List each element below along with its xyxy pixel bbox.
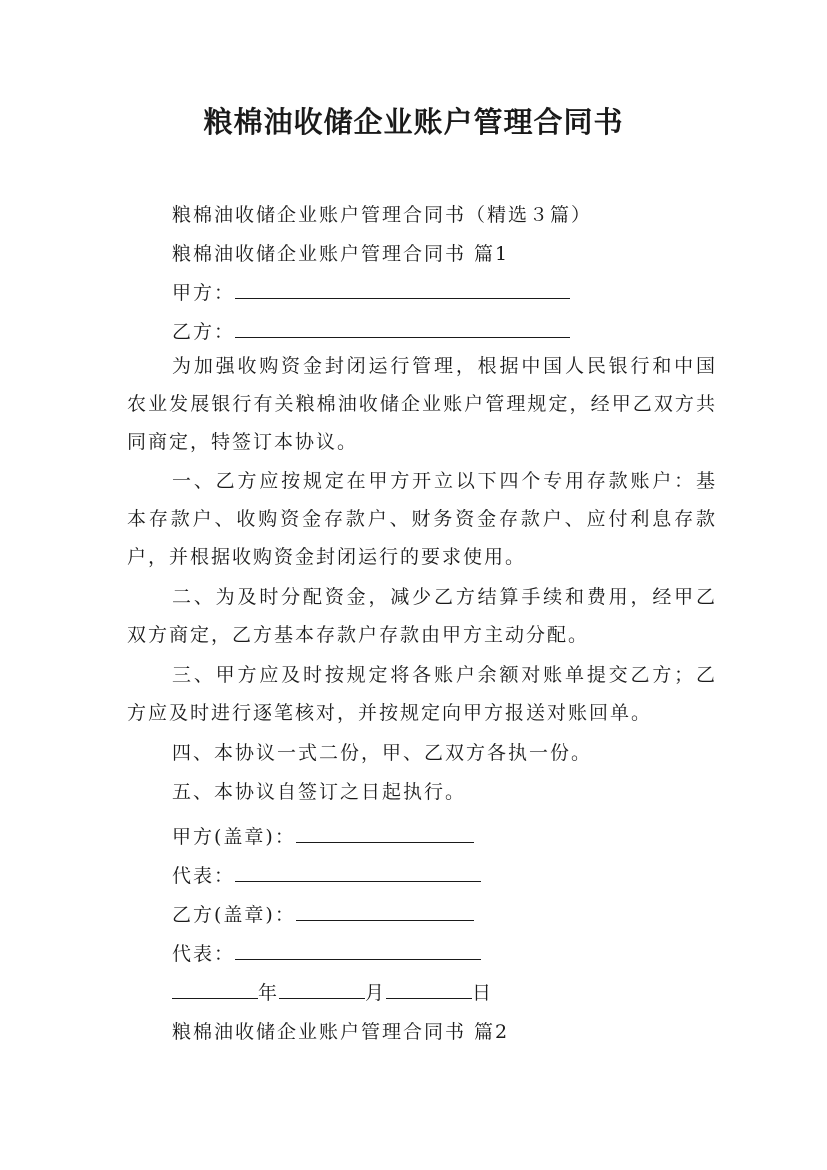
party-b-blank bbox=[235, 317, 570, 338]
intro-paragraph: 为加强收购资金封闭运行管理，根据中国人民银行和中国农业发展银行有关粮棉油收储企业账户管理规定，经甲乙双方共同商定，特签订本协议。 bbox=[127, 355, 717, 453]
clause-4-paragraph: 四、本协议一式二份，甲、乙双方各执一份。 bbox=[172, 742, 593, 764]
section-1-heading: 粮棉油收储企业账户管理合同书 篇1 bbox=[172, 243, 510, 265]
sign-b-blank bbox=[296, 900, 474, 921]
month-blank bbox=[279, 978, 365, 999]
date-line bbox=[172, 978, 493, 1005]
sign-b-label: 乙方(盖章)： bbox=[172, 904, 296, 926]
rep-b-line bbox=[172, 939, 481, 966]
clause-1-paragraph: 一、乙方应按规定在甲方开立以下四个专用存款账户：基本存款户、收购资金存款户、财务资金存款户、应付利息存款户，并根据收购资金封闭运行的要求使用。 bbox=[127, 470, 717, 568]
clause-5-paragraph: 五、本协议自签订之日起执行。 bbox=[172, 781, 467, 803]
party-a-line bbox=[172, 278, 570, 305]
rep-a-blank bbox=[235, 861, 481, 882]
party-b-line bbox=[172, 317, 570, 344]
document-subtitle: 粮棉油收储企业账户管理合同书（精选３篇） bbox=[172, 204, 593, 226]
rep-a-line bbox=[172, 861, 481, 888]
sign-b-line bbox=[172, 900, 474, 927]
month-label: 月 bbox=[365, 982, 387, 1004]
year-label: 年 bbox=[258, 982, 280, 1004]
clause-2-paragraph: 二、为及时分配资金，减少乙方结算手续和费用，经甲乙双方商定，乙方基本存款户存款由甲方主动分配。 bbox=[127, 586, 717, 646]
party-a-label: 甲方： bbox=[172, 282, 236, 304]
sign-a-label: 甲方(盖章)： bbox=[172, 826, 296, 848]
day-blank bbox=[386, 978, 472, 999]
rep-a-label: 代表： bbox=[172, 865, 236, 887]
party-a-blank bbox=[235, 278, 570, 299]
rep-b-label: 代表： bbox=[172, 943, 236, 965]
document-title: 粮棉油收储企业账户管理合同书 bbox=[203, 105, 624, 139]
sign-a-line bbox=[172, 822, 474, 849]
sign-a-blank bbox=[296, 822, 474, 843]
year-blank bbox=[172, 978, 258, 999]
rep-b-blank bbox=[235, 939, 481, 960]
section-2-heading: 粮棉油收储企业账户管理合同书 篇2 bbox=[172, 1021, 510, 1043]
party-b-label: 乙方： bbox=[172, 321, 236, 343]
day-label: 日 bbox=[472, 982, 494, 1004]
clause-3-paragraph: 三、甲方应及时按规定将各账户余额对账单提交乙方；乙方应及时进行逐笔核对，并按规定向甲方报送对账回单。 bbox=[127, 664, 717, 724]
